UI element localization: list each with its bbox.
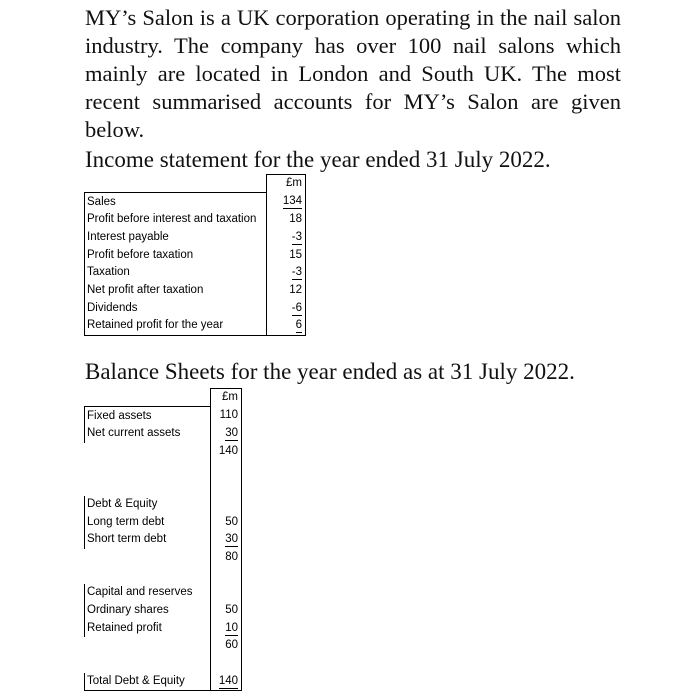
row-value: 80: [211, 549, 242, 567]
row-value: [211, 566, 242, 584]
row-value: 60: [211, 637, 242, 655]
row-value-text: 30: [225, 427, 238, 440]
row-value-text: -3: [291, 230, 302, 243]
intro-paragraph: [85, 4, 621, 144]
table-row: [85, 299, 306, 317]
row-value: [211, 460, 242, 478]
table-row: [85, 407, 242, 425]
row-value: [267, 299, 306, 317]
row-label: Total Debt & Equity: [85, 673, 211, 691]
row-label: Fixed assets: [85, 407, 211, 425]
intro-line: most recent summarised accounts for MY’s Salon are: [85, 61, 621, 114]
row-value: [267, 193, 306, 211]
row-value: [267, 229, 306, 247]
row-value: 18: [267, 211, 306, 229]
unit-header: £m: [267, 175, 306, 193]
table-row: [85, 602, 242, 620]
row-label: [85, 460, 211, 478]
row-value: [211, 584, 242, 602]
row-label: Retained profit: [85, 619, 211, 637]
table-row: [85, 264, 306, 282]
row-value: 50: [211, 513, 242, 531]
table-row: [85, 637, 242, 655]
row-label: Sales: [85, 193, 267, 211]
intro-line: given below.: [85, 89, 621, 142]
balance-sheet-heading: Balance Sheets for the year ended as at 31 July 2022.: [85, 359, 575, 384]
row-label: Short term debt: [85, 531, 211, 549]
intro-line: MY’s Salon is a UK corporation operating in the nail: [85, 5, 568, 30]
row-label: Ordinary shares: [85, 602, 211, 620]
table-row: [85, 478, 242, 496]
income-statement-table: [84, 174, 306, 336]
unit-header: £m: [211, 389, 242, 407]
row-value: 15: [267, 246, 306, 264]
row-label: [85, 478, 211, 496]
table-row: [85, 246, 306, 264]
table-row: [85, 496, 242, 514]
table-row: [85, 673, 242, 691]
table-row: [85, 443, 242, 461]
row-value-text: 6: [295, 319, 302, 332]
table-row: [85, 229, 306, 247]
table-row: [85, 425, 242, 443]
row-value: [211, 655, 242, 673]
table-row: [85, 619, 242, 637]
row-label: Interest payable: [85, 229, 267, 247]
table-row: [85, 513, 242, 531]
row-value: [211, 425, 242, 443]
row-label: [85, 549, 211, 567]
row-value-text: 30: [225, 533, 238, 546]
row-label: Retained profit for the year: [85, 317, 267, 335]
table-row: [85, 282, 306, 300]
header-spacer: [85, 389, 211, 407]
row-value-text: 134: [282, 195, 302, 208]
row-label: Net profit after taxation: [85, 282, 267, 300]
row-label: Taxation: [85, 264, 267, 282]
intro-line: salon industry. The company has over 100 nail salons: [85, 5, 621, 58]
header-spacer: [85, 175, 267, 193]
row-label: Dividends: [85, 299, 267, 317]
row-value-text: 140: [218, 674, 238, 687]
row-label: [85, 566, 211, 584]
row-label: Profit before taxation: [85, 246, 267, 264]
table-row: [85, 460, 242, 478]
row-value: [267, 264, 306, 282]
table-row: [85, 584, 242, 602]
table-row: [85, 317, 306, 335]
row-value-text: -3: [291, 266, 302, 279]
intro-line: which mainly are located in London and South UK. The: [85, 33, 621, 86]
table-row: [85, 193, 306, 211]
row-value: [211, 673, 242, 691]
row-label: [85, 655, 211, 673]
row-value: [211, 619, 242, 637]
table-header-row: [85, 175, 306, 193]
table-row: [85, 211, 306, 229]
row-value: [267, 317, 306, 335]
row-value: [211, 531, 242, 549]
table-row: [85, 549, 242, 567]
table-row: [85, 566, 242, 584]
row-value: 12: [267, 282, 306, 300]
balance-sheet-table: [84, 388, 242, 691]
row-label: Debt & Equity: [85, 496, 211, 514]
row-value-text: -6: [291, 301, 302, 314]
table-header-row: [85, 389, 242, 407]
row-label: Capital and reserves: [85, 584, 211, 602]
row-value: 110: [211, 407, 242, 425]
row-label: Long term debt: [85, 513, 211, 531]
row-value: [211, 478, 242, 496]
row-label: Profit before interest and taxation: [85, 211, 267, 229]
row-value: 50: [211, 602, 242, 620]
income-statement-heading: Income statement for the year ended 31 July 2022.: [85, 147, 551, 172]
row-value: [211, 496, 242, 514]
row-label: [85, 443, 211, 461]
row-value-text: 10: [225, 621, 238, 634]
table-row: [85, 655, 242, 673]
row-label: Net current assets: [85, 425, 211, 443]
row-value: 140: [211, 443, 242, 461]
table-row: [85, 531, 242, 549]
row-label: [85, 637, 211, 655]
